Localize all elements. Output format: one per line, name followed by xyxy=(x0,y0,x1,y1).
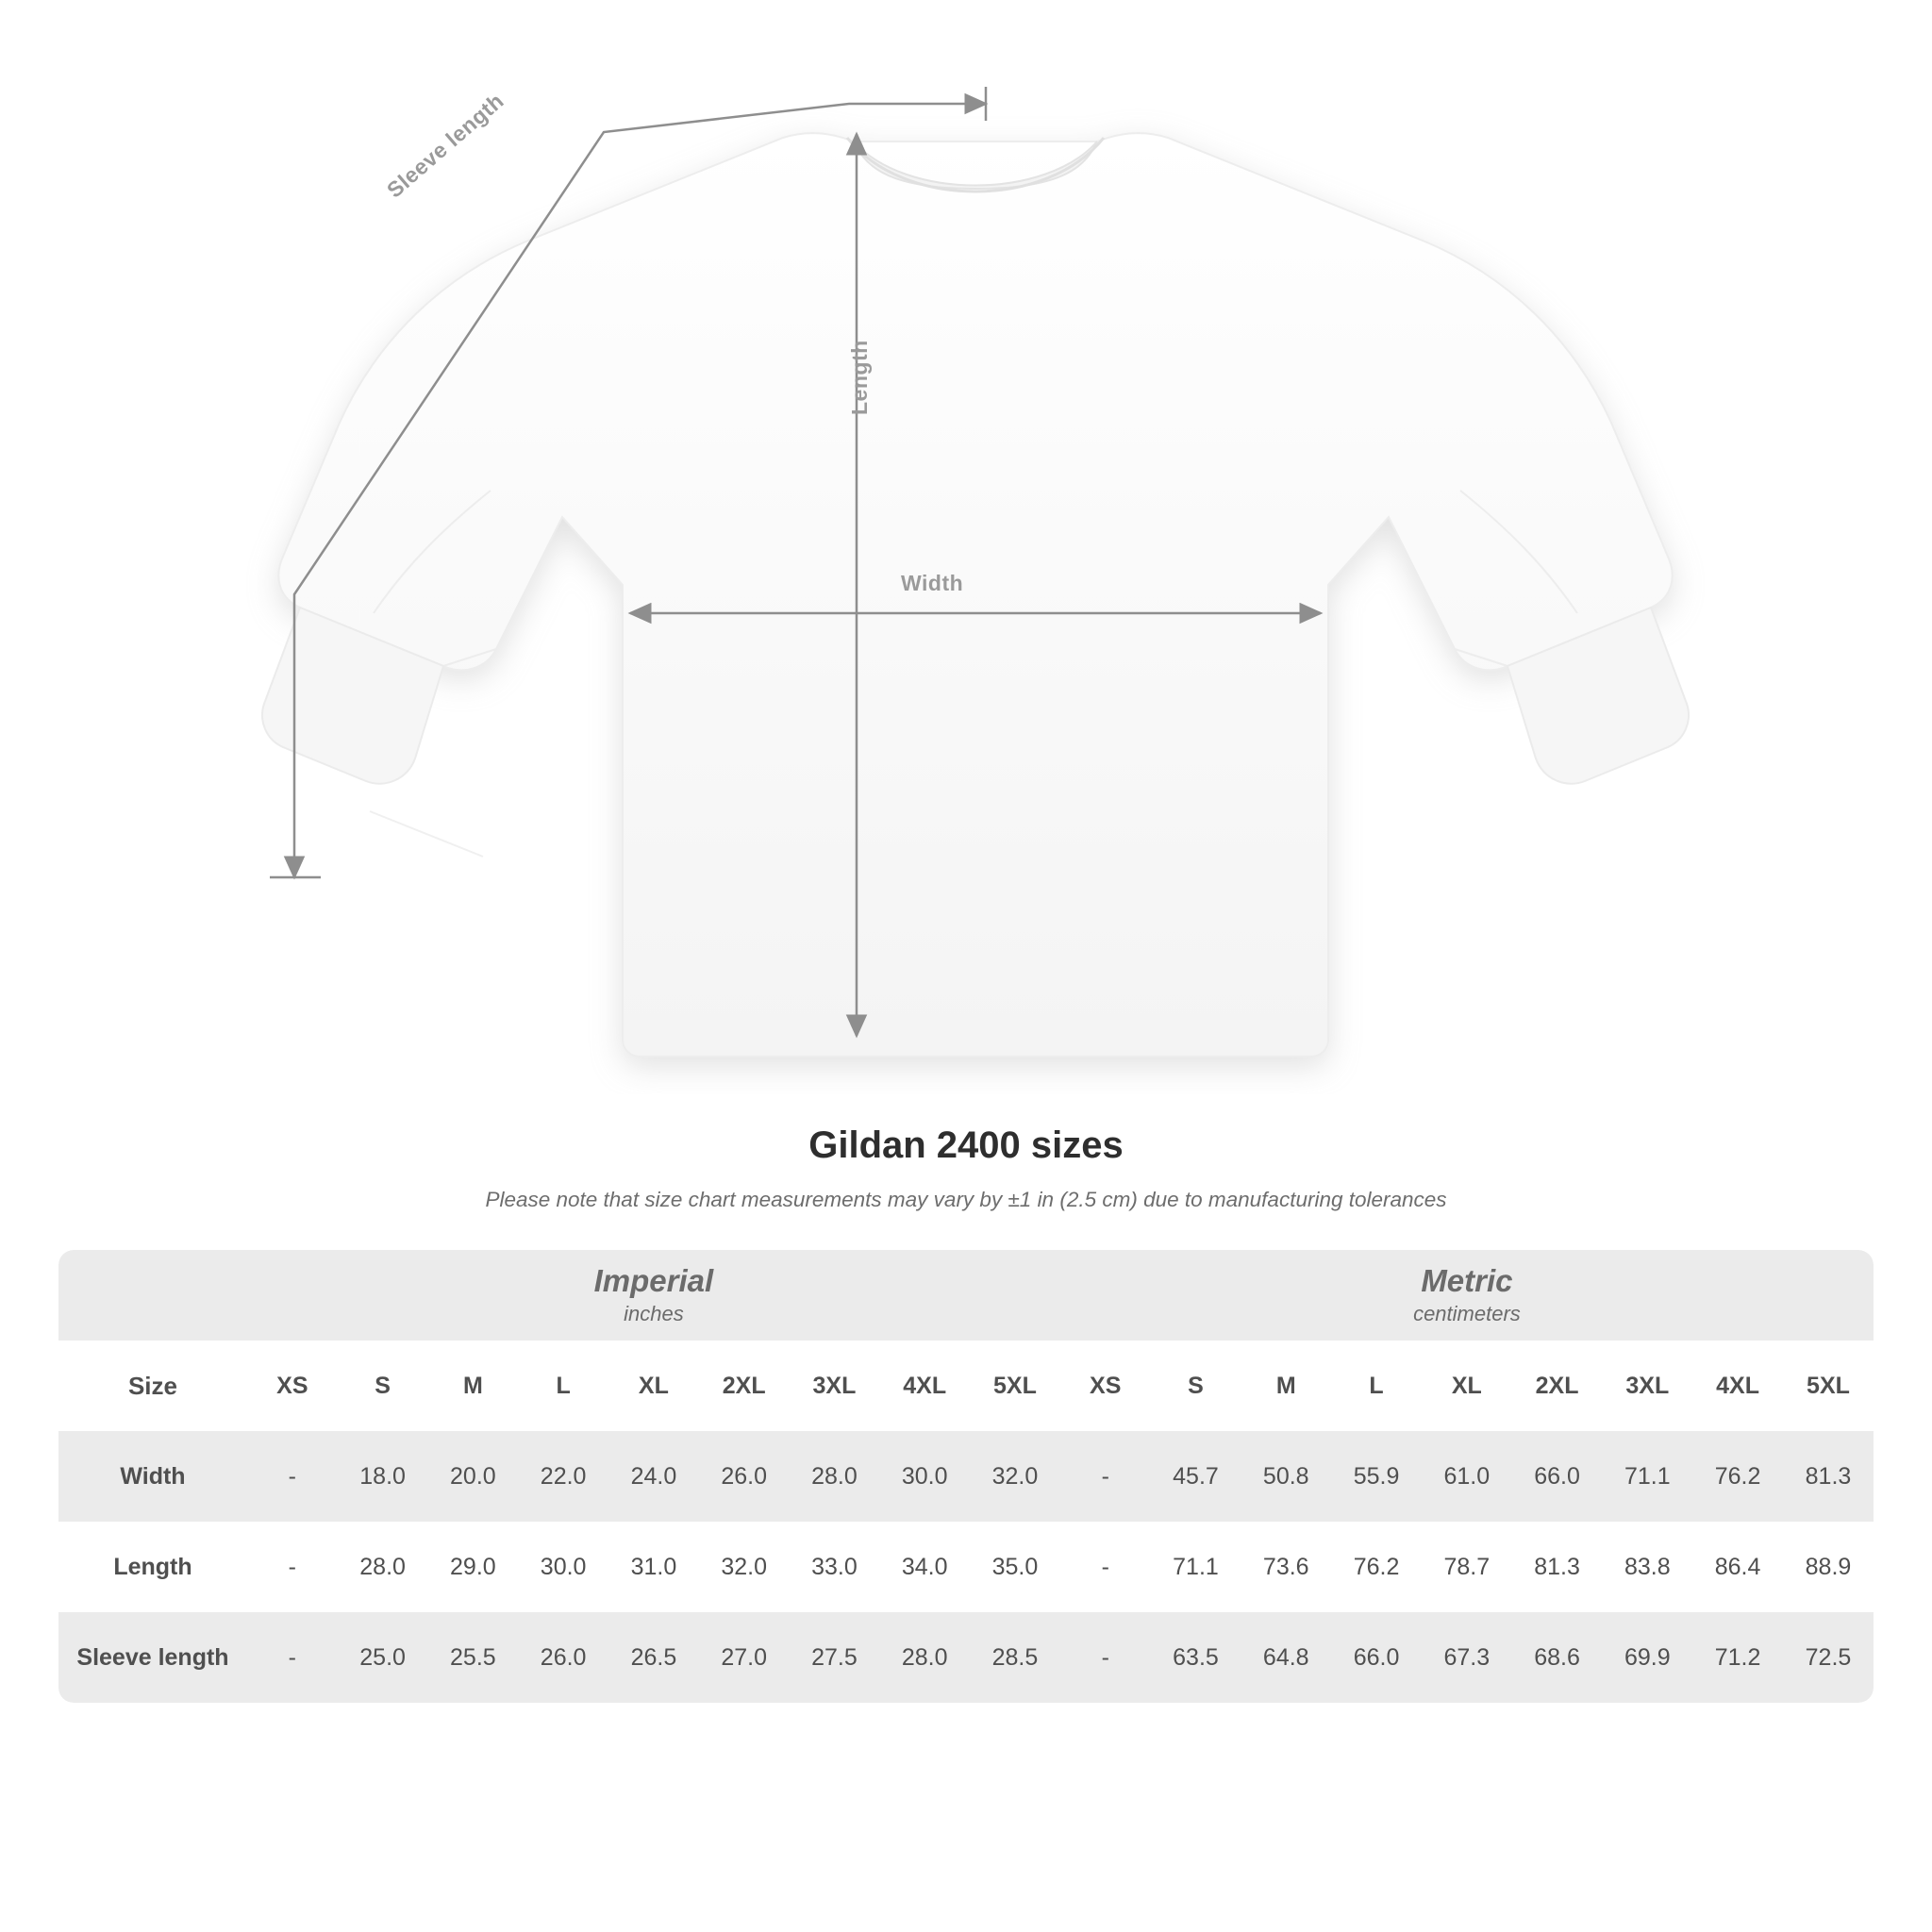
width-label: Width xyxy=(901,571,964,595)
cell-sleeve-imperial-4xl: 28.0 xyxy=(879,1612,970,1703)
cell-width-imperial-l: 22.0 xyxy=(518,1431,608,1522)
cell-length-imperial-xs: - xyxy=(247,1522,338,1612)
table-row xyxy=(58,1431,1874,1522)
cell-width-metric-xl: 61.0 xyxy=(1422,1431,1512,1522)
cell-length-metric-3xl: 83.8 xyxy=(1602,1522,1692,1612)
cell-length-imperial-m: 29.0 xyxy=(427,1522,518,1612)
size-header-imperial-xl: XL xyxy=(608,1341,699,1431)
cell-length-metric-m: 73.6 xyxy=(1241,1522,1331,1612)
size-header-row xyxy=(58,1341,1874,1431)
unit-corner-cell xyxy=(58,1250,247,1341)
size-header-imperial-xs: XS xyxy=(247,1341,338,1431)
cell-sleeve-metric-4xl: 71.2 xyxy=(1692,1612,1783,1703)
cell-sleeve-imperial-5xl: 28.5 xyxy=(970,1612,1060,1703)
cell-width-metric-s: 45.7 xyxy=(1151,1431,1241,1522)
cell-length-metric-xs: - xyxy=(1060,1522,1151,1612)
size-table-container xyxy=(58,1250,1874,1703)
size-header-metric-3xl: 3XL xyxy=(1602,1341,1692,1431)
cell-sleeve-metric-5xl: 72.5 xyxy=(1783,1612,1874,1703)
table-row xyxy=(58,1522,1874,1612)
size-header-metric-s: S xyxy=(1151,1341,1241,1431)
cell-sleeve-metric-2xl: 68.6 xyxy=(1512,1612,1603,1703)
cell-length-imperial-5xl: 35.0 xyxy=(970,1522,1060,1612)
cell-sleeve-metric-l: 66.0 xyxy=(1331,1612,1422,1703)
cell-width-imperial-5xl: 32.0 xyxy=(970,1431,1060,1522)
cell-sleeve-metric-xs: - xyxy=(1060,1612,1151,1703)
page-title: Gildan 2400 sizes xyxy=(808,1124,1124,1166)
unit-group-imperial-sub: inches xyxy=(624,1302,684,1326)
cell-width-imperial-xs: - xyxy=(247,1431,338,1522)
size-header-label: Size xyxy=(58,1341,247,1431)
unit-group-metric-name: Metric xyxy=(1421,1262,1513,1298)
unit-group-metric xyxy=(1060,1250,1874,1341)
cell-sleeve-metric-s: 63.5 xyxy=(1151,1612,1241,1703)
cell-width-metric-xs: - xyxy=(1060,1431,1151,1522)
cell-length-imperial-l: 30.0 xyxy=(518,1522,608,1612)
size-header-metric-l: L xyxy=(1331,1341,1422,1431)
size-header-metric-5xl: 5XL xyxy=(1783,1341,1874,1431)
row-label-width: Width xyxy=(58,1431,247,1522)
row-label-length: Length xyxy=(58,1522,247,1612)
cell-sleeve-metric-3xl: 69.9 xyxy=(1602,1612,1692,1703)
cell-width-metric-3xl: 71.1 xyxy=(1602,1431,1692,1522)
cell-width-imperial-3xl: 28.0 xyxy=(790,1431,880,1522)
cell-sleeve-imperial-3xl: 27.5 xyxy=(790,1612,880,1703)
sleeve-length-label: Sleeve length xyxy=(382,88,508,203)
cell-width-metric-2xl: 66.0 xyxy=(1512,1431,1603,1522)
cell-length-imperial-3xl: 33.0 xyxy=(790,1522,880,1612)
table-row xyxy=(58,1612,1874,1703)
size-header-metric-4xl: 4XL xyxy=(1692,1341,1783,1431)
cell-sleeve-imperial-m: 25.5 xyxy=(427,1612,518,1703)
size-header-imperial-4xl: 4XL xyxy=(879,1341,970,1431)
cell-width-imperial-s: 18.0 xyxy=(338,1431,428,1522)
cell-length-metric-5xl: 88.9 xyxy=(1783,1522,1874,1612)
size-header-metric-2xl: 2XL xyxy=(1512,1341,1603,1431)
row-label-sleeve-length: Sleeve length xyxy=(58,1612,247,1703)
size-table xyxy=(58,1250,1874,1703)
unit-group-imperial-name: Imperial xyxy=(593,1262,714,1298)
cell-sleeve-metric-m: 64.8 xyxy=(1241,1612,1331,1703)
cell-sleeve-imperial-2xl: 27.0 xyxy=(699,1612,790,1703)
cell-length-imperial-2xl: 32.0 xyxy=(699,1522,790,1612)
cell-sleeve-metric-xl: 67.3 xyxy=(1422,1612,1512,1703)
cell-sleeve-imperial-l: 26.0 xyxy=(518,1612,608,1703)
cell-length-imperial-4xl: 34.0 xyxy=(879,1522,970,1612)
cell-length-imperial-xl: 31.0 xyxy=(608,1522,699,1612)
size-header-imperial-3xl: 3XL xyxy=(790,1341,880,1431)
cell-sleeve-imperial-s: 25.0 xyxy=(338,1612,428,1703)
unit-group-imperial xyxy=(247,1250,1060,1341)
size-header-metric-xl: XL xyxy=(1422,1341,1512,1431)
cell-width-metric-5xl: 81.3 xyxy=(1783,1431,1874,1522)
size-header-imperial-2xl: 2XL xyxy=(699,1341,790,1431)
length-label: Length xyxy=(847,340,872,415)
cell-width-metric-4xl: 76.2 xyxy=(1692,1431,1783,1522)
shirt-shape xyxy=(278,133,1672,1057)
cell-width-metric-m: 50.8 xyxy=(1241,1431,1331,1522)
cell-length-metric-2xl: 81.3 xyxy=(1512,1522,1603,1612)
cell-sleeve-imperial-xl: 26.5 xyxy=(608,1612,699,1703)
cell-width-imperial-4xl: 30.0 xyxy=(879,1431,970,1522)
size-header-metric-m: M xyxy=(1241,1341,1331,1431)
size-header-imperial-5xl: 5XL xyxy=(970,1341,1060,1431)
title-block xyxy=(0,1124,1932,1212)
unit-header-row xyxy=(58,1250,1874,1341)
size-header-imperial-l: L xyxy=(518,1341,608,1431)
size-header-metric-xs: XS xyxy=(1060,1341,1151,1431)
cell-length-metric-xl: 78.7 xyxy=(1422,1522,1512,1612)
unit-group-metric-sub: centimeters xyxy=(1413,1302,1521,1326)
cell-length-metric-4xl: 86.4 xyxy=(1692,1522,1783,1612)
size-header-imperial-s: S xyxy=(338,1341,428,1431)
cell-width-imperial-m: 20.0 xyxy=(427,1431,518,1522)
cell-sleeve-imperial-xs: - xyxy=(247,1612,338,1703)
cell-width-imperial-2xl: 26.0 xyxy=(699,1431,790,1522)
cell-width-imperial-xl: 24.0 xyxy=(608,1431,699,1522)
cell-length-imperial-s: 28.0 xyxy=(338,1522,428,1612)
cell-length-metric-s: 71.1 xyxy=(1151,1522,1241,1612)
cell-length-metric-l: 76.2 xyxy=(1331,1522,1422,1612)
cell-width-metric-l: 55.9 xyxy=(1331,1431,1422,1522)
tolerance-note: Please note that size chart measurements may vary by ±1 in (2.5 cm) due to manufacturing tolerances xyxy=(485,1188,1447,1211)
size-header-imperial-m: M xyxy=(427,1341,518,1431)
